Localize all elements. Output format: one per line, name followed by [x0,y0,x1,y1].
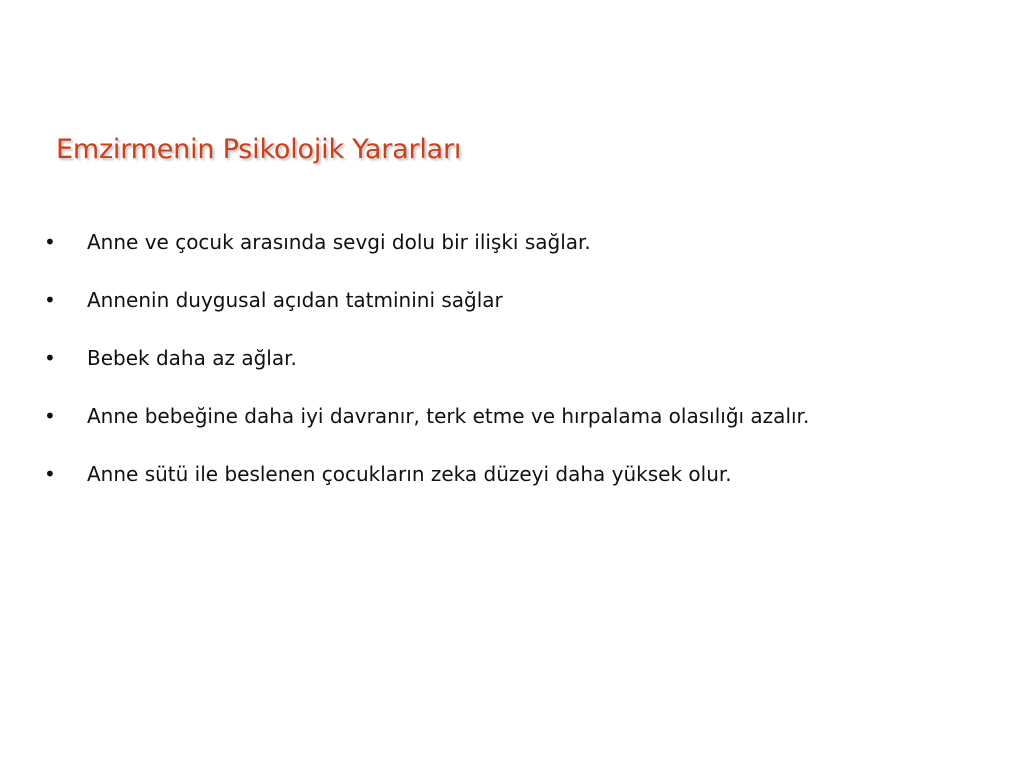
bullet-item [44,456,984,493]
bullet-text: Anne ve çocuk arasında sevgi dolu bir ilişki sağlar. [87,230,591,254]
bullet-point-icon: • [44,230,56,254]
bullet-item [44,340,984,377]
bullet-text: Anne bebeğine daha iyi davranır, terk etme ve hırpalama olasılığı azalır. [87,404,810,428]
bullet-list [44,224,984,514]
slide-title: Emzirmenin Psikolojik Yararları [56,134,462,165]
bullet-point-icon: • [44,288,56,312]
bullet-point-icon: • [44,462,56,486]
bullet-point-icon: • [44,404,56,428]
bullet-text: Bebek daha az ağlar. [87,346,297,370]
bullet-text: Annenin duygusal açıdan tatminini sağlar [87,288,503,312]
bullet-point-icon: • [44,346,56,370]
bullet-item [44,224,984,261]
bullet-item [44,398,984,435]
bullet-text: Anne sütü ile beslenen çocukların zeka düzeyi daha yüksek olur. [87,462,732,486]
bullet-item [44,282,984,319]
